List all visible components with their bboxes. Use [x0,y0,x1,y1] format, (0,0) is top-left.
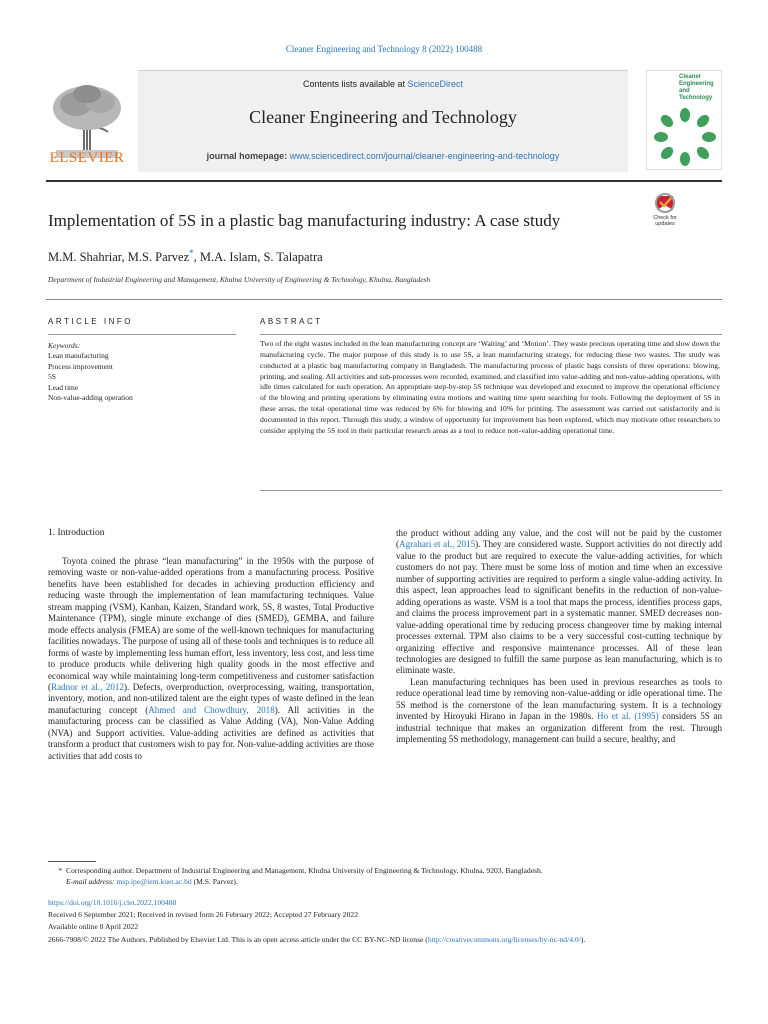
corresponding-author-footnote [48,866,724,876]
cover-title-line: and Technology [679,88,713,101]
check-for-updates-line: Check for [653,215,677,221]
journal-cover[interactable] [646,70,722,170]
footnote-text: Corresponding author. Department of Industrial Engineering and Management, Khulna University of Engineering & Technology, Khulna, 9203, Bangladesh. [66,866,543,875]
authors-text: M.M. Shahriar, M.S. Parvez [48,250,190,265]
footnote-rule [48,861,96,862]
email-footnote [48,877,724,887]
body-text: considers 5S an industrial technique that makes an organization different from the rest. Through implementing 5S methodology, management can build a secure, healthy, and [396,711,723,745]
citation-link[interactable]: Radnor et al., 2012 [51,681,124,692]
body-text: Toyota coined the phrase “lean manufacturing” in the 1950s with the purpose of removing waste or non-value-added operations from a manufacturing process. Positive benefits have been established for decades in achieving production efficiency and reducing waste through the implementation of lean manufacturing techniques. Value stream mapping (VSM), Kanban, Kaizen, Standard work, 5S, 8 wastes, Total Productive Maintenance (TPM), single minute exchange of dies (SMED), GEMBA, and failure mode effects analysis (FMEA) are some of the well-known techniques for manufacturing facilities nowadays. The purpose of using all of these tools and techniques is to reduce all forms of waste by implementing less human effort, less inventory, less cost, and less time to produce products while delivering high quality goods in the most effective and economical way while maintaining long-term competitiveness and customer satisfaction ( [48,556,374,692]
check-for-updates-line: updates [655,221,675,227]
affiliation: Department of Industrial Engineering and Management, Khulna University of Engineering & Technology, Khulna, Bangladesh [48,275,431,284]
abstract-bottom-rule [260,490,722,491]
citation-link[interactable]: Ahmed and Chowdhury, 2018 [148,704,275,715]
keyword-item: Lead time [48,382,79,392]
body-text: ). They are considered waste. Support activities do not directly add value to the product but are required to execute the value-adding activities, for which customers do not pay. There must be some loss of motion and time when an excessive number of supporting activities are required to perform a single value-adding activity. In this aspect, lean approaches lead to significant benefits in the reduction of non-value-adding operations as waste. VSM is a tool that maps the process, identifies process gaps, and claims the process improvement part in a systematic manner. SMED decreases non-value-adding operational time by reducing process changeover time by making internal processes external. TPM also claims to be a very successful cost-cutting technique by organizing effective and responsive maintenance processes. All of these lean technologies are designed to fulfill the same purpose as lean manufacturing, which is to eliminate waste. [396,539,723,676]
cover-title-line: Engineering [679,81,714,87]
body-text: ). Defects, overproduction, overprocessing, waiting, transportation, inventory, motion, and non-utilized talent are the eight types of waste defined in the lean manufacturing concept ( [48,681,375,715]
homepage-link[interactable]: www.sciencedirect.com/journal/cleaner-engineering-and-technology [289,151,560,161]
email-label: E-mail address: [66,877,117,886]
body-text: the product without adding any value, and the cost will not be paid by the customer ( [396,528,722,550]
body-text: Lean manufacturing techniques has been used in previous researches as tools to reduce operational lead time by removing non-value-adding or idle operational time. The 5S method is the cornerstone of the lean manufacturing system. It is a technology invented by Hiroyuki Hirano in Japan in the 1980s. [396,676,722,722]
footnote-marker: * [58,866,62,875]
history-dates: Received 6 September 2021; Received in revised form 26 February 2022; Accepted 27 February 2022 [48,910,358,919]
authors-text: , M.A. Islam, S. Talapatra [193,250,323,265]
article-info-rule [48,334,236,335]
license-text: 2666-7908/© 2022 The Authors. Published by Elsevier Ltd. This is an open access article under the CC BY-NC-ND license ( [48,935,428,944]
body-paragraph [396,528,722,677]
section-rule [46,299,722,300]
journal-masthead [46,70,722,172]
body-paragraph [396,677,722,746]
masthead-rule [46,180,722,182]
abstract-text: Two of the eight wastes included in the lean manufacturing concept are ‘Waiting’ and ‘Motion’. They waste precious operating time and slow down the manufacturing cycle. The major purpose of this study is to use 5S, a lean manufacturing strategy, for reducing these two wastes. The study was conducted at a plastic bag manufacturing company in Bangladesh. The manufacturing process of plastic bags consists of three operations: blowing, printing, and sealing. All activities and sub-processes were recorded, examined, and classified into value-adding and non-value-adding operations, with idle times calculated for each operation. An appropriate step-by-step 5S technique was developed and executed to improve the operational efficiency of the blowing and printing operations by eliminating extra motions and waiting time spent searching for tools. Following the deployment of 5S in these areas, the total operational time was reduced by 6% for blowing and 10% for printing. The assessment was carried out satisfactorily and is documented in this report. Through this study, a window of opportunity for improvement has been explored, which may motivate other researchers to consider applying the 5S tool in their particular research areas as a tool to reduce non-value-adding operational time. [260,339,720,435]
cover-title-line: Cleaner [679,74,702,80]
contents-line [138,79,628,89]
corresponding-author-marker[interactable]: * [189,248,194,258]
doi-link[interactable]: https://doi.org/10.1016/j.clet.2022.100488 [48,898,177,907]
online-date: Available online 8 April 2022 [48,922,139,931]
article-info-heading: ARTICLE INFO [48,317,133,326]
license-link[interactable]: http://creativecommons.org/licenses/by-nc-nd/4.0/ [427,935,581,944]
sciencedirect-link[interactable]: ScienceDirect [407,79,464,89]
check-for-updates-icon[interactable] [645,192,685,234]
body-text: ). All activities in the manufacturing process can be classified as Value Adding (VA), Non-Value Adding (NVA) and Support activities. Value-adding activities are defined as activities that transform a product that customers wish to pay for. Non-value-adding activities are those activities that add costs to [48,704,374,761]
journal-title: Cleaner Engineering and Technology [249,107,517,127]
section-heading-introduction: 1. Introduction [48,528,105,538]
abstract-rule [260,334,722,335]
article-title: Implementation of 5S in a plastic bag manufacturing industry: A case study [48,211,561,230]
contents-prefix: Contents lists available at [302,79,408,89]
email-link[interactable]: msp.ipe@iem.kuet.ac.bd [116,877,192,886]
keyword-item: Non-value-adding operation [48,393,133,403]
homepage-label: journal homepage: [206,151,290,161]
body-column-right [396,528,722,746]
keywords-label: Keywords: [48,341,81,350]
citation-link[interactable]: Agrahari et al., 2015 [399,539,476,550]
keyword-item: Process improvement [48,361,113,371]
author-list [48,248,323,265]
license-text: ). [580,935,586,944]
running-head[interactable]: Cleaner Engineering and Technology 8 (2022) 100488 [285,44,483,54]
keyword-item: 5S [48,372,56,382]
check-for-updates-label[interactable] [645,215,685,227]
license-statement [48,935,724,945]
email-suffix: (M.S. Parvez). [191,877,238,886]
cover-ring-icon [653,107,717,167]
homepage-line [138,151,628,161]
keyword-item: Lean manufacturing [48,351,109,360]
body-column-left [48,556,374,762]
header-band [138,70,628,172]
cover-title [679,74,723,102]
abstract-heading: ABSTRACT [260,317,323,326]
elsevier-wordmark: ELSEVIER [49,150,125,166]
keyword-list [48,351,133,404]
citation-link[interactable]: Ho et al. (1995) [597,711,659,722]
body-paragraph [48,556,374,762]
